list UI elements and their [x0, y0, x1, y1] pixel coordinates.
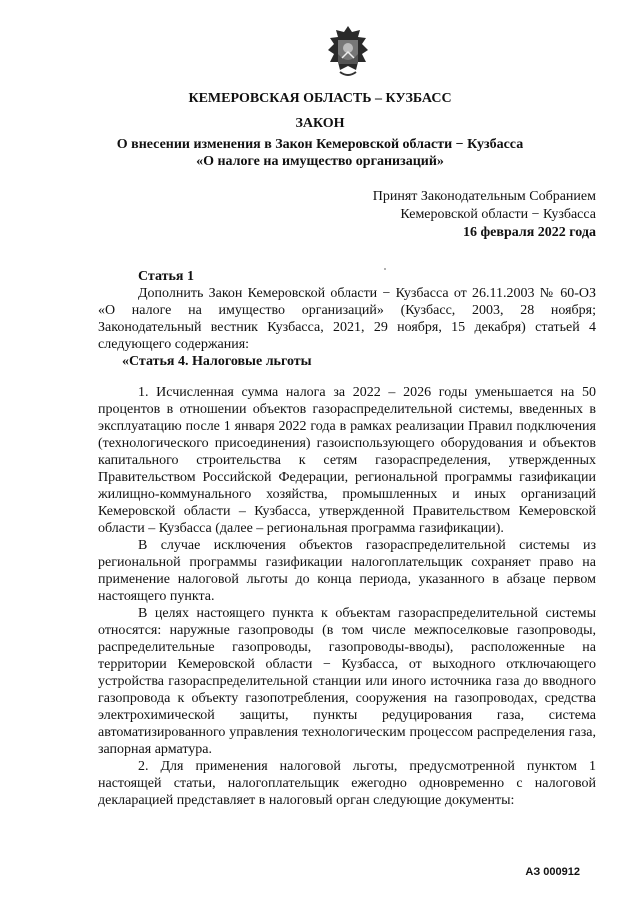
article1-heading: Статья 1 — [138, 269, 194, 284]
spacer — [98, 370, 596, 384]
coat-of-arms-icon — [326, 24, 370, 80]
doc-type: ЗАКОН — [295, 116, 345, 131]
paragraph-3: В целях настоящего пункта к объектам газораспределительной системы относятся: наружные газопроводы (в том числе межпоселковые газопроводы, распределительные газопроводы, газопроводы-вводы), расположенные на территории Кемеровской области − Кузбасса, от выходного отключающего устройства газораспределительной станции или иного источника газа до вводного газопровода к объекту газопотребления, сооружения на газопроводах, средства электрохимической защиты, пункты редуцирования газа, система автоматизированного управления технологическим процессом распределения газа, запорная арматура. — [98, 606, 596, 757]
article4-heading: «Статья 4. Налоговые льготы — [122, 354, 312, 369]
adoption-date: 16 февраля 2022 года — [463, 225, 596, 240]
law-title-line2: «О налоге на имущество организаций» — [196, 154, 444, 169]
article1-text: Дополнить Закон Кемеровской области − Кузбасса от 26.11.2003 № 60-ОЗ «О налоге на имущество организаций» (Кузбасс, 2003, 28 ноября; Законодательный вестник Кузбасса, 2021, 29 ноября, 15 декабря) статьей 4 следующего содержания: — [98, 286, 596, 352]
adopted-line2: Кемеровской области − Кузбасса — [400, 207, 596, 222]
adoption-block — [373, 188, 596, 242]
law-body — [98, 268, 596, 809]
paragraph-1: 1. Исчисленная сумма налога за 2022 – 2026 годы уменьшается на 50 процентов в отношении объектов газораспределительной системы, введенных в эксплуатацию после 1 января 2022 года в рамках реализации Правил подключения (технологического присоединения) газоиспользующего оборудования и объектов капитального строительства к сетям газораспределения, утвержденных Правительством Российской Федерации, региональной программы газификации жилищно-коммунального хозяйства, промышленных и иных организаций Кемеровской области – Кузбасса, утвержденной Правительством Кемеровской области – Кузбасса (далее – региональная программа газификации). — [98, 385, 596, 536]
adopted-line1: Принят Законодательным Собранием — [372, 189, 596, 204]
region-title: КЕМЕРОВСКАЯ ОБЛАСТЬ – КУЗБАСС — [188, 91, 452, 106]
paragraph-4: 2. Для применения налоговой льготы, предусмотренной пунктом 1 настоящей статьи, налогоплательщик ежегодно одновременно с налоговой декларацией представляет в налоговый орган следующие документы: — [98, 759, 596, 808]
paragraph-2: В случае исключения объектов газораспределительной системы из региональной программы газификации налогоплательщик сохраняет право на применение налоговой льготы до конца периода, указанного в абзаце первом настоящего пункта. — [98, 538, 596, 604]
law-title-line1: О внесении изменения в Закон Кемеровской области − Кузбасса — [116, 137, 524, 152]
serial-number: АЗ 000912 — [525, 866, 580, 878]
